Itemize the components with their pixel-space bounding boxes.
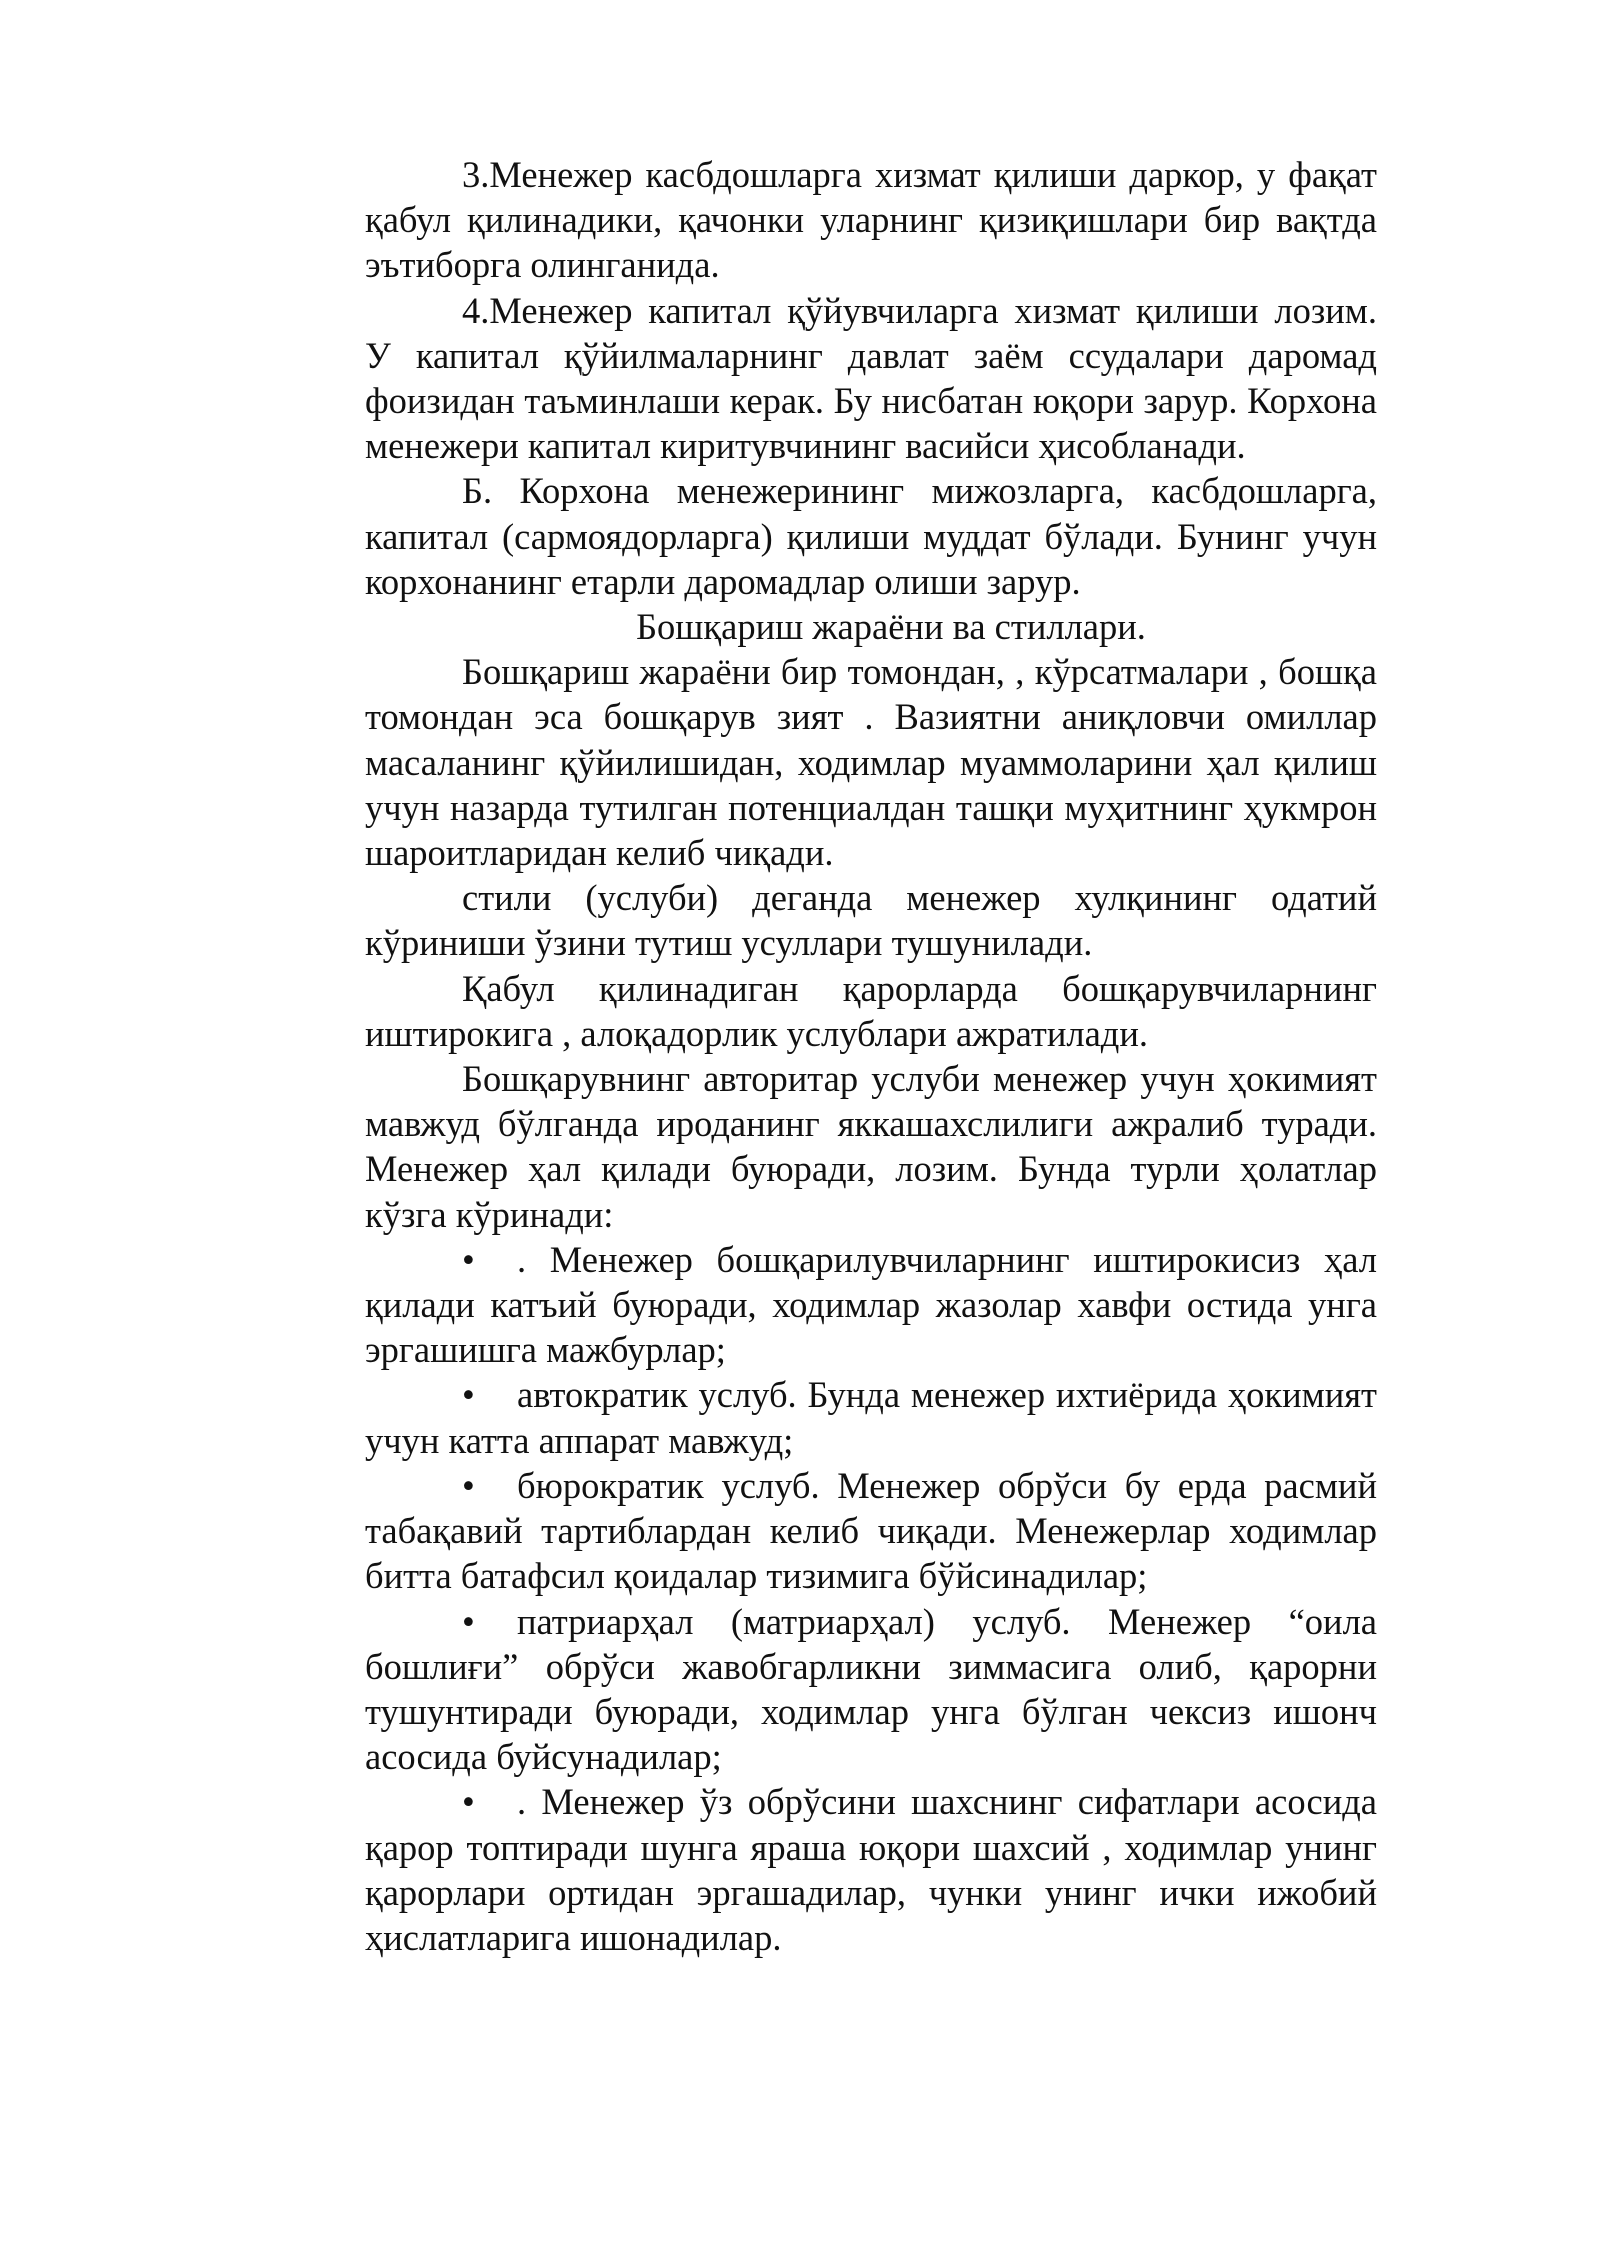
bullet-mark: • <box>462 1464 475 1506</box>
document-page <box>365 152 1377 1960</box>
paragraph-style-definition: стили (услуби) деганда менежер хулқининг одатий кўриниши ўзини тутиш усуллари тушунилади. <box>365 877 1377 964</box>
paragraph-decision-participation: Қабул қилинадиган қарорларда бошқарувчиларнинг иштирокига , алоқадорлик услублари ажратилади. <box>365 967 1377 1054</box>
bullet-mark: • <box>462 1781 475 1823</box>
section-heading: Бошқариш жараёни ва стиллари. <box>636 606 1146 648</box>
bullet-mark: • <box>462 1600 475 1642</box>
paragraph-menejer-investors: 4.Менежер капитал қўйувчиларга хизмат қилиши лозим. У капитал қўйилмаларнинг давлат заём ссудалари даромад фоизидан таъминлаши керак. Бу нисбатан юқори зарур. Корхона менежери капитал киритувчининг васийси ҳисобланади. <box>365 289 1377 467</box>
bullet-text: автократик услуб. Бунда менежер ихтиёрида ҳокимият учун катта аппарат мавжуд; <box>365 1374 1377 1461</box>
bullet-text: . Менежер ўз обрўсини шахснинг сифатлари асосида қарор топтиради шунга яраша юқори шахсий , ходимлар унинг қарорлари ортидан эргашадилар, чунки унинг ички ижобий ҳислатларига ишонадилар. <box>365 1781 1377 1958</box>
bullet-text: . Менежер бошқарилувчиларнинг иштирокисиз ҳал қилади катъий буюради, ходимлар жазолар хавфи остида унга эргашишга мажбурлар; <box>365 1238 1377 1371</box>
bullet-mark: • <box>462 1238 475 1280</box>
paragraph-menejer-colleagues: 3.Менежер касбдошларга хизмат қилиши даркор, у фақат қабул қилинадики, қачонки уларнинг қизиқишлари бир вақтда эътиборга олинганида. <box>365 154 1377 286</box>
bullet-item <box>365 1237 1377 1373</box>
bullet-item <box>365 1372 1377 1462</box>
bullet-text: бюрократик услуб. Менежер обрўси бу ерда расмий табақавий тартиблардан келиб чиқади. Менежерлар ходимлар битта батафсил қоидалар тизимига бўйсинадилар; <box>365 1464 1377 1597</box>
paragraph-management-process: Бошқариш жараёни бир томондан, , кўрсатмалари , бошқа томондан эса бошқарув зият . Вазиятни аниқловчи омиллар масаланинг қўйилишидан, ходимлар муаммоларини ҳал қилиш учун назарда тутилган потенциалдан ташқи муҳитнинг ҳукмрон шароитларидан келиб чиқади. <box>365 651 1377 874</box>
bullet-mark: • <box>462 1374 475 1416</box>
bullet-item <box>365 1599 1377 1780</box>
paragraph-menejer-obligations: Б. Корхона менежерининг мижозларга, касбдошларга, капитал (сармоядорларга) қилиши муддат бўлади. Бунинг учун корхонанинг етарли даромадлар олиши зарур. <box>365 470 1377 602</box>
paragraph-authoritarian-style: Бошқарувнинг авторитар услуби менежер учун ҳокимият мавжуд бўлганда ироданинг яккашахслилиги ажралиб туради. Менежер ҳал қилади буюради, лозим. Бунда турли ҳолатлар кўзга кўринади: <box>365 1058 1377 1235</box>
bullet-item <box>365 1779 1377 1960</box>
bullet-text: патриарҳал (матриарҳал) услуб. Менежер “оила бошлиғи” обрўси жавобгарликни зиммасига олиб, қарорни тушунтиради буюради, ходимлар унга бўлган чексиз ишонч асосида буйсунадилар; <box>365 1600 1377 1778</box>
bullet-item <box>365 1463 1377 1599</box>
